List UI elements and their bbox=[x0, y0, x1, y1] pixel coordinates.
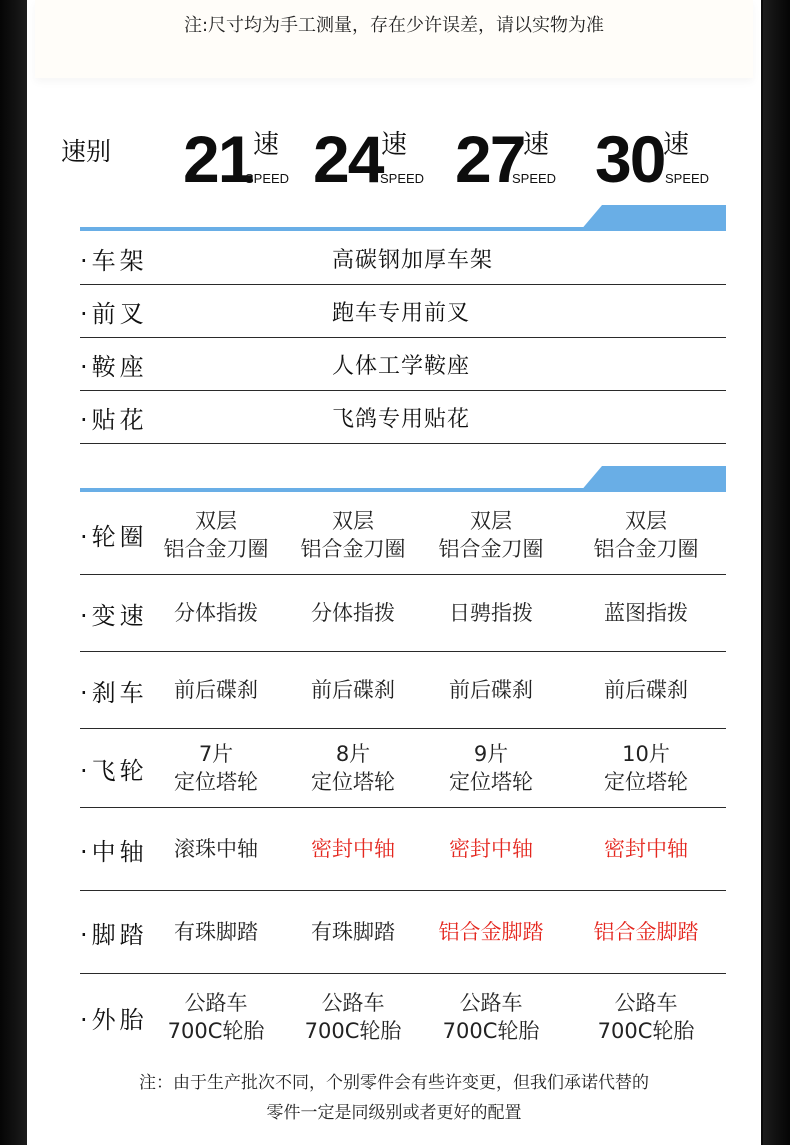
variant-row bbox=[80, 729, 726, 808]
spec-cell-line: 铝合金刀圈 bbox=[163, 536, 269, 561]
spec-cell-line: 铝合金刀圈 bbox=[593, 536, 699, 561]
spec-cell bbox=[416, 652, 566, 728]
spec-cell bbox=[416, 974, 566, 1060]
spec-cell-line: 铝合金脚踏 bbox=[593, 920, 699, 944]
spec-cell bbox=[278, 495, 428, 574]
spec-label: ·外胎 bbox=[80, 1005, 148, 1034]
spec-cell-line: 铝合金刀圈 bbox=[300, 536, 406, 561]
spec-cell-line: 公路车 bbox=[184, 991, 248, 1015]
spec-cell bbox=[571, 974, 721, 1060]
spec-cell bbox=[416, 575, 566, 651]
spec-cell-line: 8片 bbox=[335, 742, 371, 766]
speed-en: SPEED bbox=[380, 171, 425, 186]
speed-char: 速 bbox=[663, 130, 690, 160]
spec-cell-line: 分体指拨 bbox=[174, 601, 258, 625]
spec-label: ·贴花 bbox=[80, 405, 148, 434]
spec-cell bbox=[278, 808, 428, 890]
spec-cell bbox=[571, 652, 721, 728]
spec-label: ·刹车 bbox=[80, 678, 148, 707]
divider-line bbox=[80, 227, 726, 231]
divider-line bbox=[80, 488, 726, 492]
section-divider-variant bbox=[80, 466, 726, 492]
spec-cell bbox=[278, 891, 428, 973]
spec-sheet bbox=[27, 0, 761, 1145]
spec-cell-line: 密封中轴 bbox=[311, 837, 395, 861]
speed-number: 21 bbox=[183, 122, 253, 196]
speed-number: 24 bbox=[313, 122, 383, 196]
spec-cell-line: 700C轮胎 bbox=[597, 1019, 695, 1043]
spec-label: ·脚踏 bbox=[80, 920, 148, 949]
spec-value: 跑车专用前叉 bbox=[332, 300, 471, 326]
speed-number: 30 bbox=[595, 122, 665, 196]
spec-cell-line: 前后碟刹 bbox=[449, 678, 533, 702]
left-dark-border bbox=[0, 0, 27, 1145]
speed-en: SPEED bbox=[665, 171, 710, 186]
spec-cell-line: 分体指拨 bbox=[311, 601, 395, 625]
spec-cell-line: 公路车 bbox=[459, 991, 523, 1015]
spec-cell bbox=[141, 974, 291, 1060]
variant-row bbox=[80, 652, 726, 729]
spec-cell bbox=[416, 729, 566, 807]
variant-row bbox=[80, 891, 726, 974]
spec-cell-line: 密封中轴 bbox=[604, 837, 688, 861]
spec-cell bbox=[416, 891, 566, 973]
spec-value: 飞鸽专用贴花 bbox=[332, 406, 471, 432]
spec-cell-line: 定位塔轮 bbox=[604, 770, 688, 794]
spec-cell-line: 公路车 bbox=[614, 991, 678, 1015]
spec-label: ·车架 bbox=[80, 246, 148, 275]
spec-cell bbox=[141, 729, 291, 807]
spec-cell-line: 700C轮胎 bbox=[442, 1019, 540, 1043]
spec-cell-line: 双层 bbox=[332, 508, 374, 533]
spec-row bbox=[80, 232, 726, 285]
spec-cell-line: 7片 bbox=[198, 742, 234, 766]
spec-label: ·前叉 bbox=[80, 299, 148, 328]
parts-note-line: 零件一定是同级别或者更好的配置 bbox=[266, 1103, 522, 1123]
variant-row bbox=[80, 974, 726, 1060]
spec-cell-line: 前后碟刹 bbox=[311, 678, 395, 702]
spec-cell-line: 公路车 bbox=[321, 991, 385, 1015]
spec-value: 人体工学鞍座 bbox=[332, 353, 471, 379]
spec-cell bbox=[141, 495, 291, 574]
spec-cell bbox=[571, 575, 721, 651]
spec-cell-line: 日骋指拨 bbox=[449, 601, 533, 625]
spec-value: 高碳钢加厚车架 bbox=[332, 247, 494, 273]
spec-cell-line: 700C轮胎 bbox=[304, 1019, 402, 1043]
speed-char: 速 bbox=[523, 130, 550, 160]
spec-row bbox=[80, 391, 726, 444]
spec-label: ·轮圈 bbox=[80, 523, 148, 551]
variant-row bbox=[80, 495, 726, 575]
parts-note bbox=[27, 1068, 761, 1128]
spec-label: ·鞍座 bbox=[80, 352, 148, 381]
spec-label: ·中轴 bbox=[80, 837, 148, 866]
parts-note-line: 注：由于生产批次不同，个别零件会有些许变更，但我们承诺代替的 bbox=[139, 1073, 649, 1093]
spec-cell-line: 定位塔轮 bbox=[174, 770, 258, 794]
spec-cell bbox=[571, 808, 721, 890]
spec-cell-line: 定位塔轮 bbox=[311, 770, 395, 794]
spec-cell bbox=[571, 495, 721, 574]
measurement-note: 注:尺寸均为手工测量，存在少许误差，请以实物为准 bbox=[35, 0, 753, 78]
spec-cell bbox=[416, 808, 566, 890]
spec-cell-line: 700C轮胎 bbox=[167, 1019, 265, 1043]
spec-cell-line: 前后碟刹 bbox=[604, 678, 688, 702]
right-dark-border bbox=[763, 0, 790, 1145]
spec-cell-line: 密封中轴 bbox=[449, 837, 533, 861]
spec-cell-line: 双层 bbox=[625, 508, 667, 533]
spec-cell bbox=[416, 495, 566, 574]
spec-cell-line: 铝合金刀圈 bbox=[438, 536, 544, 561]
spec-cell bbox=[571, 891, 721, 973]
spec-cell-line: 前后碟刹 bbox=[174, 678, 258, 702]
spec-cell-line: 滚珠中轴 bbox=[174, 837, 258, 861]
spec-cell bbox=[278, 652, 428, 728]
spec-cell bbox=[141, 652, 291, 728]
spec-cell bbox=[141, 891, 291, 973]
spec-cell-line: 有珠脚踏 bbox=[311, 920, 395, 944]
spec-label: ·变速 bbox=[80, 601, 148, 630]
spec-cell bbox=[278, 729, 428, 807]
spec-cell-line: 铝合金脚踏 bbox=[438, 920, 544, 944]
variant-row bbox=[80, 575, 726, 652]
spec-cell-line: 双层 bbox=[195, 508, 237, 533]
speed-en: SPEED bbox=[245, 171, 290, 186]
variant-row bbox=[80, 808, 726, 891]
speed-number: 27 bbox=[455, 122, 525, 196]
spec-cell-line: 10片 bbox=[622, 742, 670, 766]
spec-row bbox=[80, 285, 726, 338]
speed-en: SPEED bbox=[512, 171, 557, 186]
spec-cell bbox=[278, 974, 428, 1060]
spec-row bbox=[80, 338, 726, 391]
speed-char: 速 bbox=[381, 130, 408, 160]
spec-cell-line: 蓝图指拨 bbox=[604, 601, 688, 625]
spec-label: ·飞轮 bbox=[80, 756, 148, 785]
speed-char: 速 bbox=[253, 130, 280, 160]
section-divider-common bbox=[80, 205, 726, 231]
spec-cell bbox=[571, 729, 721, 807]
spec-cell bbox=[141, 808, 291, 890]
spec-cell-line: 有珠脚踏 bbox=[174, 920, 258, 944]
spec-cell-line: 双层 bbox=[470, 508, 512, 533]
spec-cell-line: 9片 bbox=[473, 742, 509, 766]
speed-label: 速别 bbox=[61, 137, 112, 166]
spec-cell-line: 定位塔轮 bbox=[449, 770, 533, 794]
spec-cell bbox=[278, 575, 428, 651]
spec-cell bbox=[141, 575, 291, 651]
